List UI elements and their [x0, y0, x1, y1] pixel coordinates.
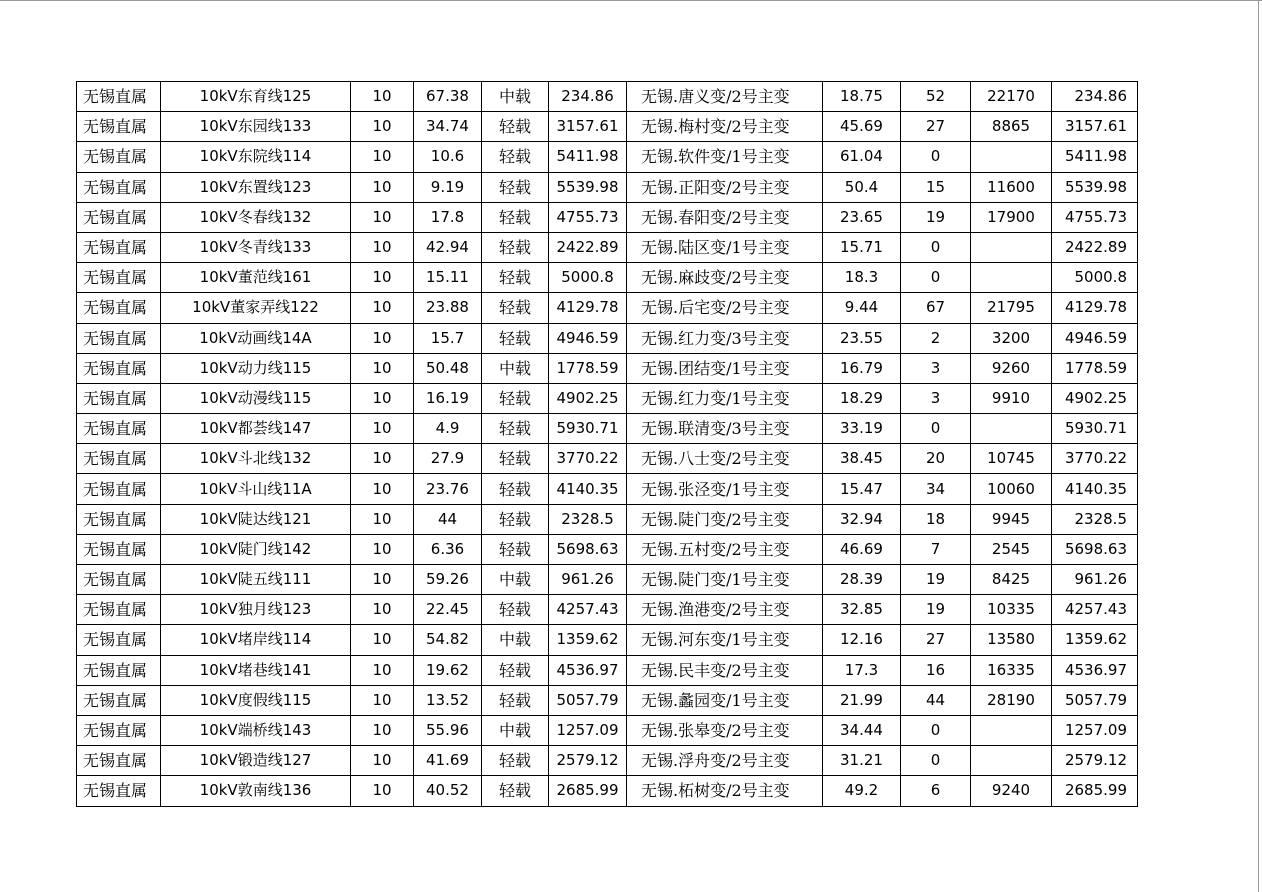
transformer-load-rate-cell: 18.75	[823, 82, 901, 112]
load-rate-cell: 23.76	[414, 474, 482, 504]
load-rate-cell: 40.52	[414, 776, 482, 806]
load-rate-cell: 15.11	[414, 263, 482, 293]
table-row	[77, 383, 1138, 413]
transformer-load-rate-cell: 18.3	[823, 263, 901, 293]
substation-transformer-cell: 无锡.五村变/2号主变	[627, 534, 823, 564]
user-count-cell: 67	[901, 293, 971, 323]
line-name-cell: 10kV董家弄线122	[161, 293, 351, 323]
load-status-cell: 轻载	[482, 474, 549, 504]
load-status-cell: 轻载	[482, 746, 549, 776]
voltage-cell: 10	[351, 112, 414, 142]
user-capacity-cell: 21795	[971, 293, 1052, 323]
load-status-cell: 轻载	[482, 263, 549, 293]
line-name-cell: 10kV陡门线142	[161, 534, 351, 564]
user-count-cell: 18	[901, 504, 971, 534]
org-cell: 无锡直属	[77, 323, 161, 353]
org-cell: 无锡直属	[77, 746, 161, 776]
voltage-cell: 10	[351, 595, 414, 625]
available-capacity-cell: 1359.62	[549, 625, 627, 655]
transformer-load-rate-cell: 50.4	[823, 172, 901, 202]
substation-transformer-cell: 无锡.渔港变/2号主变	[627, 595, 823, 625]
substation-transformer-cell: 无锡.民丰变/2号主变	[627, 655, 823, 685]
load-rate-cell: 55.96	[414, 715, 482, 745]
voltage-cell: 10	[351, 232, 414, 262]
voltage-cell: 10	[351, 353, 414, 383]
line-name-cell: 10kV陡五线111	[161, 565, 351, 595]
user-capacity-cell: 2545	[971, 534, 1052, 564]
substation-transformer-cell: 无锡.团结变/1号主变	[627, 353, 823, 383]
user-capacity-cell	[971, 746, 1052, 776]
user-capacity-cell: 3200	[971, 323, 1052, 353]
available-capacity-cell: 3770.22	[549, 444, 627, 474]
org-cell: 无锡直属	[77, 595, 161, 625]
load-status-cell: 轻载	[482, 655, 549, 685]
org-cell: 无锡直属	[77, 685, 161, 715]
transformer-load-rate-cell: 33.19	[823, 414, 901, 444]
remaining-capacity-cell: 2422.89	[1052, 232, 1138, 262]
user-count-cell: 0	[901, 414, 971, 444]
user-count-cell: 34	[901, 474, 971, 504]
remaining-capacity-cell: 2579.12	[1052, 746, 1138, 776]
line-name-cell: 10kV端桥线143	[161, 715, 351, 745]
line-name-cell: 10kV东院线114	[161, 142, 351, 172]
line-name-cell: 10kV斗北线132	[161, 444, 351, 474]
transformer-load-rate-cell: 32.85	[823, 595, 901, 625]
load-status-cell: 中载	[482, 565, 549, 595]
table-row	[77, 474, 1138, 504]
voltage-cell: 10	[351, 504, 414, 534]
load-rate-cell: 34.74	[414, 112, 482, 142]
available-capacity-cell: 5411.98	[549, 142, 627, 172]
org-cell: 无锡直属	[77, 202, 161, 232]
load-status-cell: 轻载	[482, 112, 549, 142]
substation-transformer-cell: 无锡.后宅变/2号主变	[627, 293, 823, 323]
transformer-load-rate-cell: 17.3	[823, 655, 901, 685]
user-count-cell: 27	[901, 112, 971, 142]
substation-transformer-cell: 无锡.联清变/3号主变	[627, 414, 823, 444]
user-count-cell: 19	[901, 565, 971, 595]
remaining-capacity-cell: 3770.22	[1052, 444, 1138, 474]
user-count-cell: 27	[901, 625, 971, 655]
load-rate-cell: 59.26	[414, 565, 482, 595]
org-cell: 无锡直属	[77, 625, 161, 655]
line-name-cell: 10kV动力线115	[161, 353, 351, 383]
org-cell: 无锡直属	[77, 82, 161, 112]
org-cell: 无锡直属	[77, 112, 161, 142]
load-rate-cell: 22.45	[414, 595, 482, 625]
user-capacity-cell: 9910	[971, 383, 1052, 413]
available-capacity-cell: 2685.99	[549, 776, 627, 806]
voltage-cell: 10	[351, 444, 414, 474]
voltage-cell: 10	[351, 776, 414, 806]
transformer-load-rate-cell: 15.47	[823, 474, 901, 504]
available-capacity-cell: 2579.12	[549, 746, 627, 776]
table-row	[77, 444, 1138, 474]
load-status-cell: 轻载	[482, 595, 549, 625]
table-row	[77, 112, 1138, 142]
table-row	[77, 776, 1138, 806]
transformer-load-rate-cell: 61.04	[823, 142, 901, 172]
load-status-cell: 中载	[482, 715, 549, 745]
load-rate-cell: 42.94	[414, 232, 482, 262]
line-name-cell: 10kV东园线133	[161, 112, 351, 142]
remaining-capacity-cell: 4946.59	[1052, 323, 1138, 353]
substation-transformer-cell: 无锡.浮舟变/2号主变	[627, 746, 823, 776]
table-row	[77, 595, 1138, 625]
remaining-capacity-cell: 5000.8	[1052, 263, 1138, 293]
voltage-cell: 10	[351, 323, 414, 353]
substation-transformer-cell: 无锡.蠡园变/1号主变	[627, 685, 823, 715]
remaining-capacity-cell: 1778.59	[1052, 353, 1138, 383]
remaining-capacity-cell: 4902.25	[1052, 383, 1138, 413]
remaining-capacity-cell: 5698.63	[1052, 534, 1138, 564]
remaining-capacity-cell: 2328.5	[1052, 504, 1138, 534]
transformer-load-rate-cell: 45.69	[823, 112, 901, 142]
user-count-cell: 3	[901, 383, 971, 413]
load-rate-cell: 19.62	[414, 655, 482, 685]
feeder-load-table	[76, 81, 1138, 807]
org-cell: 无锡直属	[77, 715, 161, 745]
table-row	[77, 625, 1138, 655]
page-top-border	[0, 0, 1262, 1]
table-row	[77, 565, 1138, 595]
load-rate-cell: 67.38	[414, 82, 482, 112]
table-row	[77, 746, 1138, 776]
user-count-cell: 19	[901, 595, 971, 625]
user-capacity-cell: 28190	[971, 685, 1052, 715]
transformer-load-rate-cell: 32.94	[823, 504, 901, 534]
user-count-cell: 6	[901, 776, 971, 806]
voltage-cell: 10	[351, 534, 414, 564]
org-cell: 无锡直属	[77, 172, 161, 202]
available-capacity-cell: 234.86	[549, 82, 627, 112]
table-row	[77, 263, 1138, 293]
user-capacity-cell: 10060	[971, 474, 1052, 504]
load-rate-cell: 10.6	[414, 142, 482, 172]
line-name-cell: 10kV独月线123	[161, 595, 351, 625]
user-count-cell: 19	[901, 202, 971, 232]
substation-transformer-cell: 无锡.软件变/1号主变	[627, 142, 823, 172]
table-row	[77, 715, 1138, 745]
transformer-load-rate-cell: 9.44	[823, 293, 901, 323]
available-capacity-cell: 4140.35	[549, 474, 627, 504]
voltage-cell: 10	[351, 715, 414, 745]
user-capacity-cell: 10745	[971, 444, 1052, 474]
substation-transformer-cell: 无锡.春阳变/2号主变	[627, 202, 823, 232]
org-cell: 无锡直属	[77, 353, 161, 383]
load-status-cell: 轻载	[482, 444, 549, 474]
load-status-cell: 轻载	[482, 232, 549, 262]
transformer-load-rate-cell: 18.29	[823, 383, 901, 413]
table-row	[77, 504, 1138, 534]
load-status-cell: 轻载	[482, 202, 549, 232]
load-status-cell: 轻载	[482, 172, 549, 202]
substation-transformer-cell: 无锡.柘树变/2号主变	[627, 776, 823, 806]
available-capacity-cell: 4946.59	[549, 323, 627, 353]
remaining-capacity-cell: 4755.73	[1052, 202, 1138, 232]
substation-transformer-cell: 无锡.陆区变/1号主变	[627, 232, 823, 262]
voltage-cell: 10	[351, 565, 414, 595]
load-rate-cell: 54.82	[414, 625, 482, 655]
org-cell: 无锡直属	[77, 232, 161, 262]
user-capacity-cell	[971, 263, 1052, 293]
line-name-cell: 10kV陡达线121	[161, 504, 351, 534]
voltage-cell: 10	[351, 414, 414, 444]
remaining-capacity-cell: 1257.09	[1052, 715, 1138, 745]
org-cell: 无锡直属	[77, 444, 161, 474]
load-rate-cell: 16.19	[414, 383, 482, 413]
load-rate-cell: 17.8	[414, 202, 482, 232]
load-rate-cell: 41.69	[414, 746, 482, 776]
user-count-cell: 0	[901, 746, 971, 776]
line-name-cell: 10kV冬青线133	[161, 232, 351, 262]
table-row	[77, 414, 1138, 444]
table-row	[77, 142, 1138, 172]
remaining-capacity-cell: 234.86	[1052, 82, 1138, 112]
remaining-capacity-cell: 4129.78	[1052, 293, 1138, 323]
voltage-cell: 10	[351, 293, 414, 323]
available-capacity-cell: 4755.73	[549, 202, 627, 232]
user-capacity-cell: 9260	[971, 353, 1052, 383]
load-status-cell: 轻载	[482, 534, 549, 564]
org-cell: 无锡直属	[77, 474, 161, 504]
user-capacity-cell: 22170	[971, 82, 1052, 112]
voltage-cell: 10	[351, 172, 414, 202]
user-capacity-cell: 11600	[971, 172, 1052, 202]
load-status-cell: 轻载	[482, 323, 549, 353]
user-capacity-cell	[971, 142, 1052, 172]
user-count-cell: 52	[901, 82, 971, 112]
load-status-cell: 轻载	[482, 685, 549, 715]
available-capacity-cell: 5000.8	[549, 263, 627, 293]
user-capacity-cell	[971, 414, 1052, 444]
table-row	[77, 323, 1138, 353]
user-capacity-cell: 13580	[971, 625, 1052, 655]
substation-transformer-cell: 无锡.八士变/2号主变	[627, 444, 823, 474]
table-row	[77, 685, 1138, 715]
transformer-load-rate-cell: 46.69	[823, 534, 901, 564]
available-capacity-cell: 2328.5	[549, 504, 627, 534]
transformer-load-rate-cell: 23.55	[823, 323, 901, 353]
available-capacity-cell: 3157.61	[549, 112, 627, 142]
substation-transformer-cell: 无锡.陡门变/2号主变	[627, 504, 823, 534]
available-capacity-cell: 5539.98	[549, 172, 627, 202]
load-status-cell: 轻载	[482, 776, 549, 806]
org-cell: 无锡直属	[77, 142, 161, 172]
page-right-border	[1258, 0, 1259, 892]
substation-transformer-cell: 无锡.陡门变/1号主变	[627, 565, 823, 595]
line-name-cell: 10kV斗山线11A	[161, 474, 351, 504]
voltage-cell: 10	[351, 685, 414, 715]
line-name-cell: 10kV都荟线147	[161, 414, 351, 444]
org-cell: 无锡直属	[77, 776, 161, 806]
line-name-cell: 10kV董范线161	[161, 263, 351, 293]
load-status-cell: 中载	[482, 353, 549, 383]
load-rate-cell: 13.52	[414, 685, 482, 715]
table-row	[77, 655, 1138, 685]
load-rate-cell: 15.7	[414, 323, 482, 353]
voltage-cell: 10	[351, 82, 414, 112]
substation-transformer-cell: 无锡.红力变/3号主变	[627, 323, 823, 353]
available-capacity-cell: 1257.09	[549, 715, 627, 745]
table-row	[77, 232, 1138, 262]
org-cell: 无锡直属	[77, 534, 161, 564]
user-capacity-cell: 10335	[971, 595, 1052, 625]
transformer-load-rate-cell: 38.45	[823, 444, 901, 474]
load-rate-cell: 4.9	[414, 414, 482, 444]
remaining-capacity-cell: 2685.99	[1052, 776, 1138, 806]
transformer-load-rate-cell: 12.16	[823, 625, 901, 655]
load-status-cell: 轻载	[482, 293, 549, 323]
transformer-load-rate-cell: 49.2	[823, 776, 901, 806]
user-capacity-cell: 17900	[971, 202, 1052, 232]
org-cell: 无锡直属	[77, 383, 161, 413]
line-name-cell: 10kV度假线115	[161, 685, 351, 715]
voltage-cell: 10	[351, 202, 414, 232]
user-count-cell: 15	[901, 172, 971, 202]
line-name-cell: 10kV东育线125	[161, 82, 351, 112]
org-cell: 无锡直属	[77, 293, 161, 323]
user-count-cell: 0	[901, 263, 971, 293]
line-name-cell: 10kV堵巷线141	[161, 655, 351, 685]
user-count-cell: 16	[901, 655, 971, 685]
substation-transformer-cell: 无锡.张泾变/1号主变	[627, 474, 823, 504]
org-cell: 无锡直属	[77, 655, 161, 685]
table-row	[77, 353, 1138, 383]
substation-transformer-cell: 无锡.红力变/1号主变	[627, 383, 823, 413]
remaining-capacity-cell: 4536.97	[1052, 655, 1138, 685]
available-capacity-cell: 1778.59	[549, 353, 627, 383]
table-row	[77, 172, 1138, 202]
table-row	[77, 82, 1138, 112]
load-status-cell: 轻载	[482, 142, 549, 172]
remaining-capacity-cell: 5411.98	[1052, 142, 1138, 172]
available-capacity-cell: 2422.89	[549, 232, 627, 262]
remaining-capacity-cell: 961.26	[1052, 565, 1138, 595]
load-status-cell: 中载	[482, 82, 549, 112]
transformer-load-rate-cell: 28.39	[823, 565, 901, 595]
user-count-cell: 44	[901, 685, 971, 715]
table-row	[77, 534, 1138, 564]
available-capacity-cell: 4129.78	[549, 293, 627, 323]
user-capacity-cell: 16335	[971, 655, 1052, 685]
load-status-cell: 轻载	[482, 414, 549, 444]
user-count-cell: 0	[901, 142, 971, 172]
substation-transformer-cell: 无锡.唐义变/2号主变	[627, 82, 823, 112]
table-row	[77, 293, 1138, 323]
available-capacity-cell: 5698.63	[549, 534, 627, 564]
user-capacity-cell	[971, 232, 1052, 262]
line-name-cell: 10kV动画线14A	[161, 323, 351, 353]
remaining-capacity-cell: 5930.71	[1052, 414, 1138, 444]
available-capacity-cell: 4902.25	[549, 383, 627, 413]
user-count-cell: 0	[901, 715, 971, 745]
org-cell: 无锡直属	[77, 263, 161, 293]
load-rate-cell: 27.9	[414, 444, 482, 474]
remaining-capacity-cell: 1359.62	[1052, 625, 1138, 655]
transformer-load-rate-cell: 31.21	[823, 746, 901, 776]
user-capacity-cell	[971, 715, 1052, 745]
load-rate-cell: 50.48	[414, 353, 482, 383]
load-status-cell: 轻载	[482, 383, 549, 413]
substation-transformer-cell: 无锡.梅村变/2号主变	[627, 112, 823, 142]
substation-transformer-cell: 无锡.麻歧变/2号主变	[627, 263, 823, 293]
substation-transformer-cell: 无锡.正阳变/2号主变	[627, 172, 823, 202]
transformer-load-rate-cell: 21.99	[823, 685, 901, 715]
voltage-cell: 10	[351, 142, 414, 172]
transformer-load-rate-cell: 15.71	[823, 232, 901, 262]
transformer-load-rate-cell: 16.79	[823, 353, 901, 383]
remaining-capacity-cell: 5539.98	[1052, 172, 1138, 202]
remaining-capacity-cell: 5057.79	[1052, 685, 1138, 715]
line-name-cell: 10kV锻造线127	[161, 746, 351, 776]
remaining-capacity-cell: 4140.35	[1052, 474, 1138, 504]
user-count-cell: 2	[901, 323, 971, 353]
load-status-cell: 中载	[482, 625, 549, 655]
org-cell: 无锡直属	[77, 565, 161, 595]
line-name-cell: 10kV东置线123	[161, 172, 351, 202]
user-capacity-cell: 9945	[971, 504, 1052, 534]
org-cell: 无锡直属	[77, 414, 161, 444]
table-body	[77, 82, 1138, 807]
load-status-cell: 轻载	[482, 504, 549, 534]
user-count-cell: 7	[901, 534, 971, 564]
available-capacity-cell: 4257.43	[549, 595, 627, 625]
substation-transformer-cell: 无锡.张皋变/2号主变	[627, 715, 823, 745]
voltage-cell: 10	[351, 474, 414, 504]
org-cell: 无锡直属	[77, 504, 161, 534]
table-row	[77, 202, 1138, 232]
user-count-cell: 20	[901, 444, 971, 474]
user-count-cell: 3	[901, 353, 971, 383]
voltage-cell: 10	[351, 383, 414, 413]
remaining-capacity-cell: 3157.61	[1052, 112, 1138, 142]
substation-transformer-cell: 无锡.河东变/1号主变	[627, 625, 823, 655]
user-count-cell: 0	[901, 232, 971, 262]
user-capacity-cell: 8425	[971, 565, 1052, 595]
load-rate-cell: 6.36	[414, 534, 482, 564]
transformer-load-rate-cell: 23.65	[823, 202, 901, 232]
voltage-cell: 10	[351, 263, 414, 293]
user-capacity-cell: 9240	[971, 776, 1052, 806]
line-name-cell: 10kV堵岸线114	[161, 625, 351, 655]
voltage-cell: 10	[351, 625, 414, 655]
available-capacity-cell: 4536.97	[549, 655, 627, 685]
transformer-load-rate-cell: 34.44	[823, 715, 901, 745]
load-rate-cell: 44	[414, 504, 482, 534]
load-rate-cell: 9.19	[414, 172, 482, 202]
available-capacity-cell: 5057.79	[549, 685, 627, 715]
available-capacity-cell: 961.26	[549, 565, 627, 595]
user-capacity-cell: 8865	[971, 112, 1052, 142]
load-rate-cell: 23.88	[414, 293, 482, 323]
remaining-capacity-cell: 4257.43	[1052, 595, 1138, 625]
available-capacity-cell: 5930.71	[549, 414, 627, 444]
line-name-cell: 10kV敦南线136	[161, 776, 351, 806]
line-name-cell: 10kV动漫线115	[161, 383, 351, 413]
voltage-cell: 10	[351, 655, 414, 685]
line-name-cell: 10kV冬春线132	[161, 202, 351, 232]
voltage-cell: 10	[351, 746, 414, 776]
